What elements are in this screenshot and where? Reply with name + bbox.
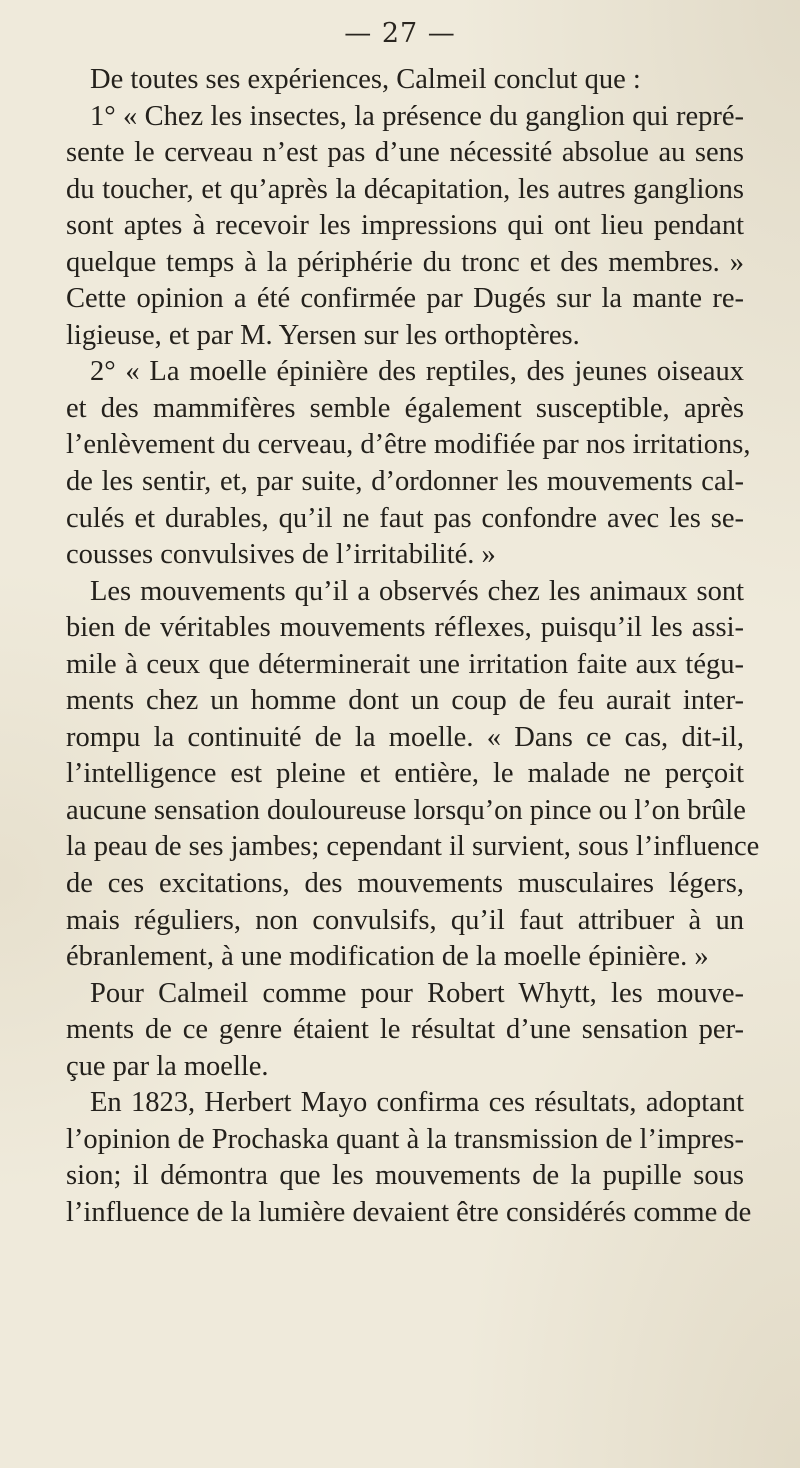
text-line: De toutes ses expériences, Calmeil conclut que : [90, 64, 641, 95]
text-line: quelque temps à la périphérie du tronc et des membres. » [66, 246, 744, 278]
text-line: Cette opinion a été confirmée par Dugés sur la mante re- [66, 283, 744, 315]
text-line: de les sentir, et, par suite, d’ordonner les mouvements cal- [66, 466, 744, 498]
text-line: ligieuse, et par M. Yersen sur les orthoptères. [66, 319, 580, 351]
text-line: mile à ceux que déterminerait une irritation faite aux tégu- [66, 648, 744, 680]
text-line: ments chez un homme dont un coup de feu aurait inter- [66, 685, 744, 717]
text-line: mais réguliers, non convulsifs, qu’il faut attribuer à un [66, 904, 744, 936]
text-line: sont aptes à recevoir les impressions qui ont lieu pendant [66, 210, 744, 242]
text-line: l’intelligence est pleine et entière, le malade ne perçoit [66, 758, 744, 790]
text-line: la peau de ses jambes; cependant il survient, sous l’influence [66, 831, 760, 863]
text-line: et des mammifères semble également susceptible, après [66, 392, 744, 424]
text-line: du toucher, et qu’après la décapitation, les autres ganglions [66, 173, 744, 205]
text-line: l’influence de la lumière devaient être considérés comme de [66, 1196, 752, 1228]
text-line: rompu la continuité de la moelle. « Dans ce cas, dit-il, [66, 721, 744, 753]
text-line: aucune sensation douloureuse lorsqu’on pince ou l’on brûle [66, 794, 746, 826]
text-line: En 1823, Herbert Mayo confirma ces résultats, adoptant [90, 1087, 744, 1119]
text-line: 2° « La moelle épinière des reptiles, des jeunes oiseaux [90, 356, 744, 388]
text-line: Les mouvements qu’il a observés chez les animaux sont [90, 575, 744, 607]
text-line: de ces excitations, des mouvements musculaires légers, [66, 868, 744, 900]
text-line: Pour Calmeil comme pour Robert Whytt, les mouve- [90, 977, 744, 1009]
text-line: 1° « Chez les insectes, la présence du ganglion qui repré- [90, 100, 744, 132]
body-text [66, 62, 760, 1232]
text-line: çue par la moelle. [66, 1050, 269, 1082]
text-line: cousses convulsives de l’irritabilité. » [66, 539, 496, 571]
text-line: sente le cerveau n’est pas d’une nécessité absolue au sens [66, 137, 744, 169]
text-line: l’opinion de Prochaska quant à la transmission de l’impres- [66, 1123, 744, 1155]
text-line: l’enlèvement du cerveau, d’être modifiée par nos irritations, [66, 429, 751, 461]
text-line: ébranlement, à une modification de la moelle épinière. » [66, 941, 709, 973]
text-line: ments de ce genre étaient le résultat d’une sensation per- [66, 1014, 744, 1046]
text-line: culés et durables, qu’il ne faut pas confondre avec les se- [66, 502, 744, 534]
page-number: — 27 — [344, 18, 456, 49]
text-line: sion; il démontra que les mouvements de la pupille sous [66, 1160, 744, 1192]
text-line: bien de véritables mouvements réflexes, puisqu’il les assi- [66, 612, 744, 644]
